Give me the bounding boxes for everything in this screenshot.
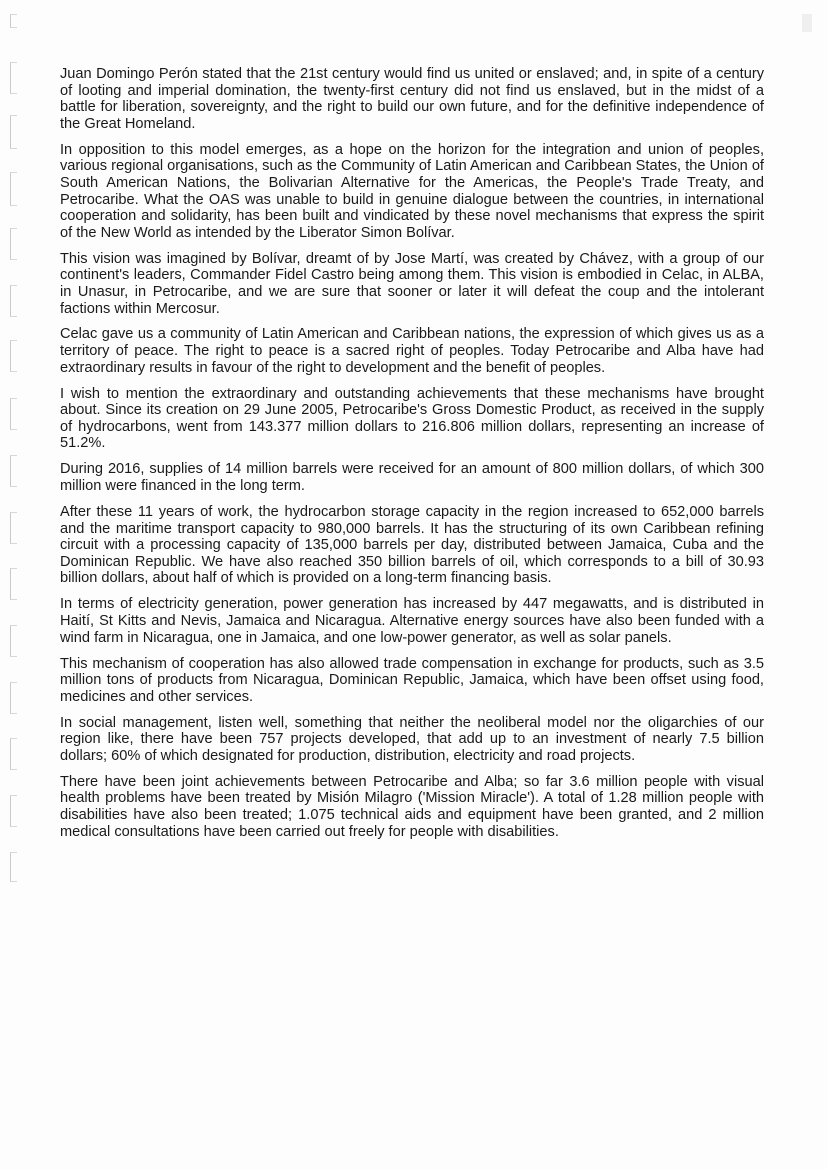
paragraph-trade-compensation: This mechanism of cooperation has also allowed trade compensation in exchange for products, such as 3.5 million tons of products from Nicaragua, Dominican Republic, Jamaica, which have been offset using food, medicines and other services.: [60, 655, 764, 705]
scan-mark: [10, 455, 17, 487]
scan-mark: [10, 738, 17, 770]
scan-edge-marks: [0, 0, 30, 1169]
scan-mark: [10, 852, 17, 882]
scan-mark: [10, 285, 17, 317]
scan-mark: [10, 795, 17, 827]
scan-corner-mark: [802, 14, 812, 32]
paragraph-peron: Juan Domingo Perón stated that the 21st century would find us united or enslaved; and, in spite of a century of looting and imperial domination, the twenty-first century did not find us enslaved, but in the midst of a battle for liberation, sovereignty, and the right to build our own future, and for the definitive independence of the Great Homeland.: [60, 66, 764, 132]
scan-mark: [10, 340, 17, 372]
scan-mark: [10, 62, 17, 94]
paragraph-electricity: In terms of electricity generation, power generation has increased by 447 megawatts, and is distributed in Haití, St Kitts and Nevis, Jamaica and Nicaragua. Alternative energy sources have also been funded with a wind farm in Nicaragua, one in Jamaica, and one low-power generator, as well as solar panels.: [60, 596, 764, 646]
paragraph-celac: Celac gave us a community of Latin American and Caribbean nations, the expression of which gives us as a territory of peace. The right to peace is a sacred right of peoples. Today Petrocaribe and Alba have had extraordinary results in favour of the right to development and the benefit of peoples.: [60, 326, 764, 376]
paragraph-bolivar-vision: This vision was imagined by Bolívar, dreamt of by Jose Martí, was created by Chávez, with a group of our continent's leaders, Commander Fidel Castro being among them. This vision is embodied in Celac, in ALBA, in Unasur, in Petrocaribe, and we are sure that sooner or later it will defeat the coup and the intolerant factions within Mercosur.: [60, 250, 764, 317]
scan-mark: [10, 115, 17, 149]
scan-mark: [10, 228, 17, 260]
document-body: [60, 66, 764, 850]
scan-mark: [10, 568, 17, 600]
paragraph-joint-achievements: There have been joint achievements between Petrocaribe and Alba; so far 3.6 million people with visual health problems have been treated by Misión Milagro ('Mission Miracle'). A total of 1.28 million people with disabilities have also been treated; 1.075 technical aids and equipment have been granted, and 2 million medical consultations have been carried out freely for people with disabilities.: [60, 773, 764, 840]
paragraph-2016-supplies: During 2016, supplies of 14 million barrels were received for an amount of 800 million dollars, of which 300 million were financed in the long term.: [60, 461, 764, 495]
paragraph-storage-capacity: After these 11 years of work, the hydrocarbon storage capacity in the region increased to 652,000 barrels and the maritime transport capacity to 980,000 barrels. It has the structuring of its own Caribbean refining circuit with a processing capacity of 135,000 barrels per day, distributed between Jamaica, Cuba and the Dominican Republic. We have also reached 350 billion barrels of oil, which corresponds to a bill of 30.93 billion dollars, about half of which is provided on a long-term financing basis.: [60, 504, 764, 587]
paragraph-social-management: In social management, listen well, something that neither the neoliberal model nor the oligarchies of our region like, there have been 757 projects developed, that add up to an investment of nearly 7.5 billion dollars; 60% of which designated for production, distribution, electricity and road projects.: [60, 714, 764, 764]
scan-mark: [10, 398, 17, 430]
scan-mark: [10, 512, 17, 544]
scan-mark: [10, 172, 17, 206]
scan-mark: [10, 625, 17, 657]
scan-mark: [10, 682, 17, 714]
paragraph-achievements: I wish to mention the extraordinary and outstanding achievements that these mechanisms have brought about. Since its creation on 29 June 2005, Petrocaribe's Gross Domestic Product, as received in the supply of hydrocarbons, went from 143.377 million dollars to 216.806 million dollars, representing an increase of 51.2%.: [60, 385, 764, 452]
scan-mark: [10, 14, 17, 28]
paragraph-regional-organisations: In opposition to this model emerges, as a hope on the horizon for the integration and union of peoples, various regional organisations, such as the Community of Latin American and Caribbean States, the Union of South American Nations, the Bolivarian Alternative for the Americas, the People's Trade Treaty, and Petrocaribe. What the OAS was unable to build in genuine dialogue between the countries, in international cooperation and solidarity, has been built and vindicated by these novel mechanisms that express the spirit of the New World as intended by the Liberator Simon Bolívar.: [60, 141, 764, 241]
